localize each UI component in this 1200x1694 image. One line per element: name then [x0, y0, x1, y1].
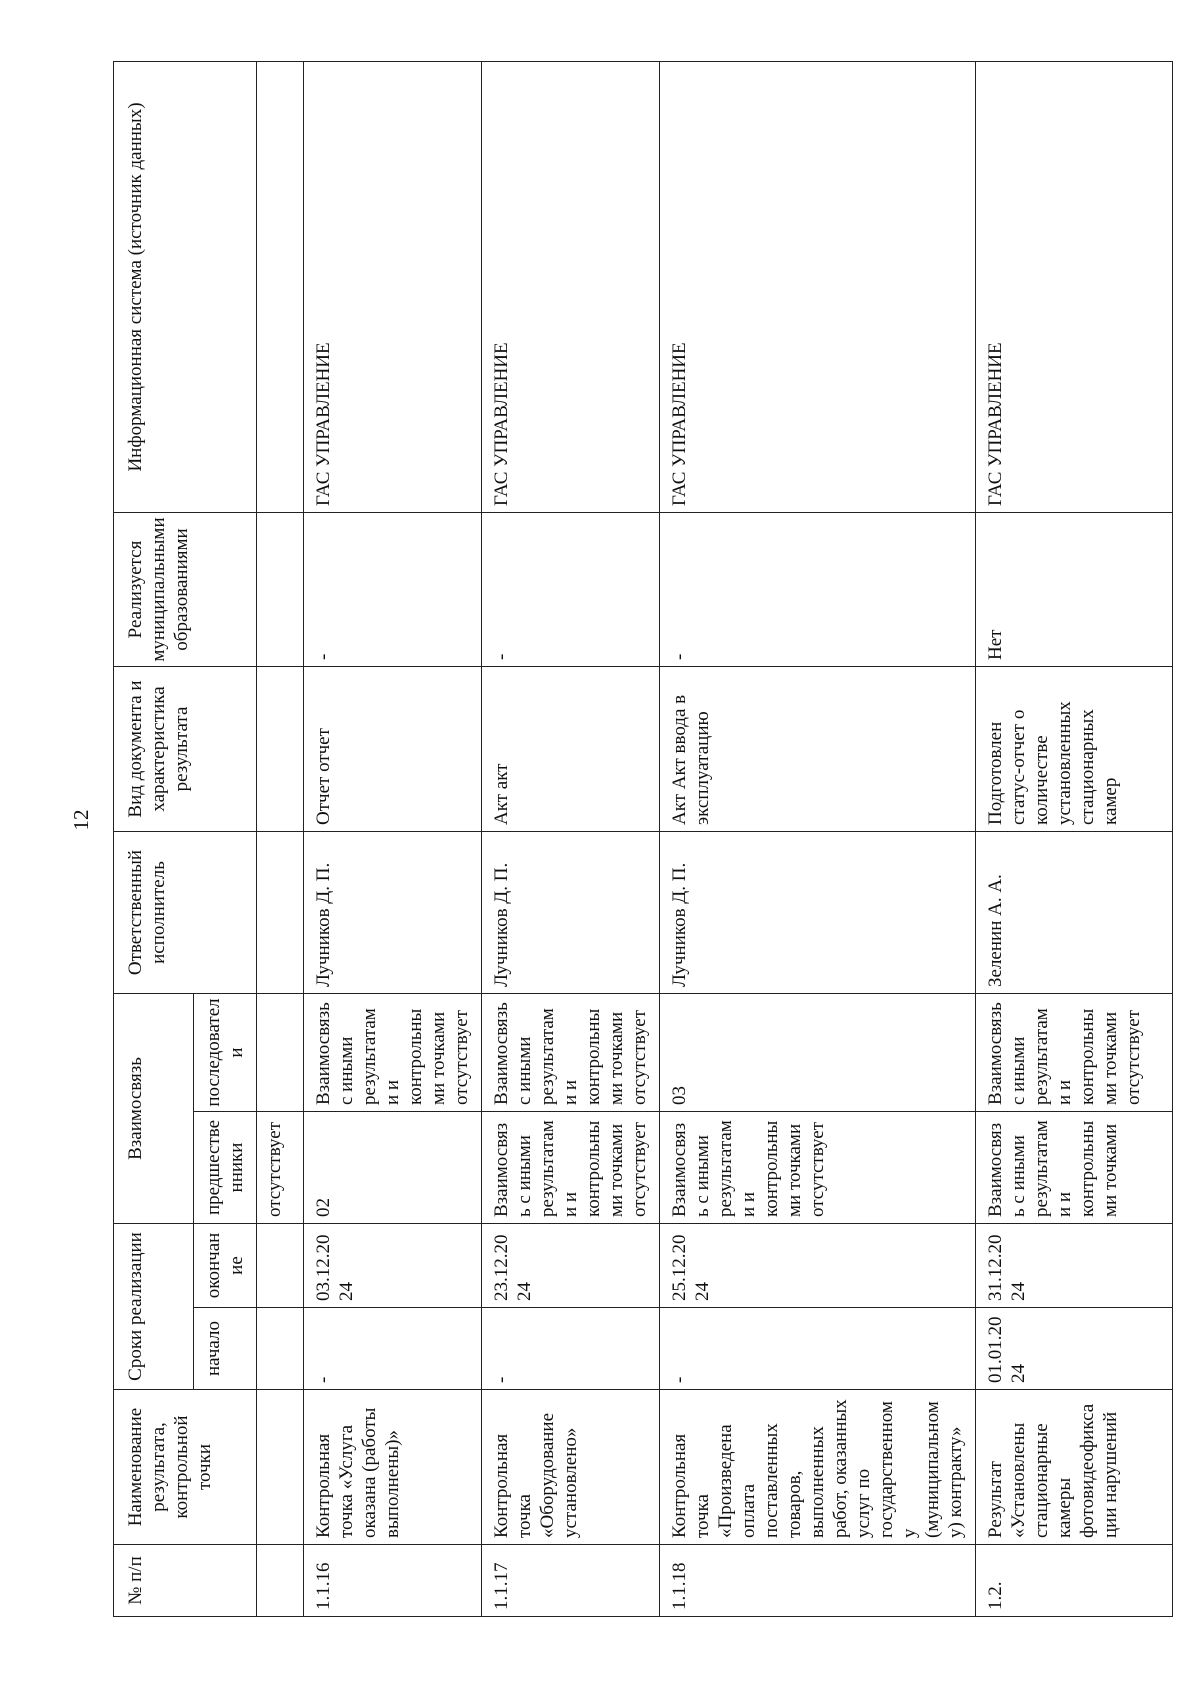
- header-link: Взаимосвязь: [114, 994, 194, 1224]
- cell-pred: отсутствует: [257, 1112, 304, 1224]
- schedule-table: [113, 61, 1173, 1617]
- cell-mun: Нет: [976, 513, 1173, 667]
- cell-mun: -: [660, 513, 976, 667]
- rotated-page-content: [113, 62, 1173, 1617]
- cell-name: Контрольная точка «Оборудование установлено»: [482, 1390, 660, 1545]
- table-row: [976, 62, 1173, 1617]
- header-mun: Реализуется муниципальными образованиями: [114, 513, 257, 667]
- cell-num: 1.2.: [976, 1545, 1173, 1617]
- header-name: Наименование результата, контрольной точки: [114, 1390, 257, 1545]
- cell-mun: -: [482, 513, 660, 667]
- cell-doc: Акт Акт ввода в эксплуатацию: [660, 667, 976, 832]
- cell-start: -: [482, 1308, 660, 1390]
- header-start: начало: [194, 1308, 257, 1390]
- cell-mun: -: [304, 513, 482, 667]
- cell-doc: Акт акт: [482, 667, 660, 832]
- page-number: 12: [69, 809, 93, 831]
- cell-executor: Лучников Д. П.: [304, 832, 482, 994]
- header-succ: последователи: [194, 994, 257, 1112]
- cell-succ: Взаимосвязь с иными результатами и контрольными точками отсутствует: [482, 994, 660, 1112]
- cell-executor: Лучников Д. П.: [660, 832, 976, 994]
- cell-pred: 02: [304, 1112, 482, 1224]
- cell-doc: Подготовлен статус-отчет о количестве установленных стационарных камер: [976, 667, 1173, 832]
- cell-executor: Зеленин А. А.: [976, 832, 1173, 994]
- cell-system: ГАС УПРАВЛЕНИЕ: [482, 62, 660, 513]
- cell-name: Контрольная точка «Произведена оплата поставленных товаров, выполненных работ, оказанных услуг по государственному (муниципальному) контракту»: [660, 1390, 976, 1545]
- cell-num: 1.1.17: [482, 1545, 660, 1617]
- table-row: [257, 62, 304, 1617]
- header-executor: Ответственный исполнитель: [114, 832, 257, 994]
- cell-num: 1.1.16: [304, 1545, 482, 1617]
- header-end: окончание: [194, 1224, 257, 1308]
- table-row: [660, 62, 976, 1617]
- cell-system: ГАС УПРАВЛЕНИЕ: [304, 62, 482, 513]
- table-row: [482, 62, 660, 1617]
- cell-executor: Лучников Д. П.: [482, 832, 660, 994]
- cell-end: 25.12.2024: [660, 1224, 976, 1308]
- cell-pred: Взаимосвязь с иными результатами и контрольными точками: [976, 1112, 1173, 1224]
- table-row: [304, 62, 482, 1617]
- cell-pred: Взаимосвязь с иными результатами и контрольными точками отсутствует: [482, 1112, 660, 1224]
- header-pred: предшественники: [194, 1112, 257, 1224]
- cell-system: ГАС УПРАВЛЕНИЕ: [976, 62, 1173, 513]
- cell-succ: 03: [660, 994, 976, 1112]
- cell-doc: Отчет отчет: [304, 667, 482, 832]
- cell-name: Контрольная точка «Услуга оказана (работы выполнены)»: [304, 1390, 482, 1545]
- cell-name: Результат «Установлены стационарные камеры фотовидеофиксации нарушений: [976, 1390, 1173, 1545]
- cell-end: 03.12.2024: [304, 1224, 482, 1308]
- cell-system: ГАС УПРАВЛЕНИЕ: [660, 62, 976, 513]
- cell-succ: Взаимосвязь с иными результатами и контрольными точками отсутствует: [304, 994, 482, 1112]
- cell-succ: Взаимосвязь с иными результатами и контрольными точками отсутствует: [976, 994, 1173, 1112]
- cell-pred: Взаимосвязь с иными результатами и контрольными точками отсутствует: [660, 1112, 976, 1224]
- header-terms: Сроки реализации: [114, 1224, 194, 1390]
- header-system: Информационная система (источник данных): [114, 62, 257, 513]
- cell-end: 31.12.2024: [976, 1224, 1173, 1308]
- cell-end: 23.12.2024: [482, 1224, 660, 1308]
- cell-start: -: [660, 1308, 976, 1390]
- cell-start: -: [304, 1308, 482, 1390]
- header-num: № п/п: [114, 1545, 257, 1617]
- cell-start: 01.01.2024: [976, 1308, 1173, 1390]
- cell-num: 1.1.18: [660, 1545, 976, 1617]
- header-doc: Вид документа и характеристика результата: [114, 667, 257, 832]
